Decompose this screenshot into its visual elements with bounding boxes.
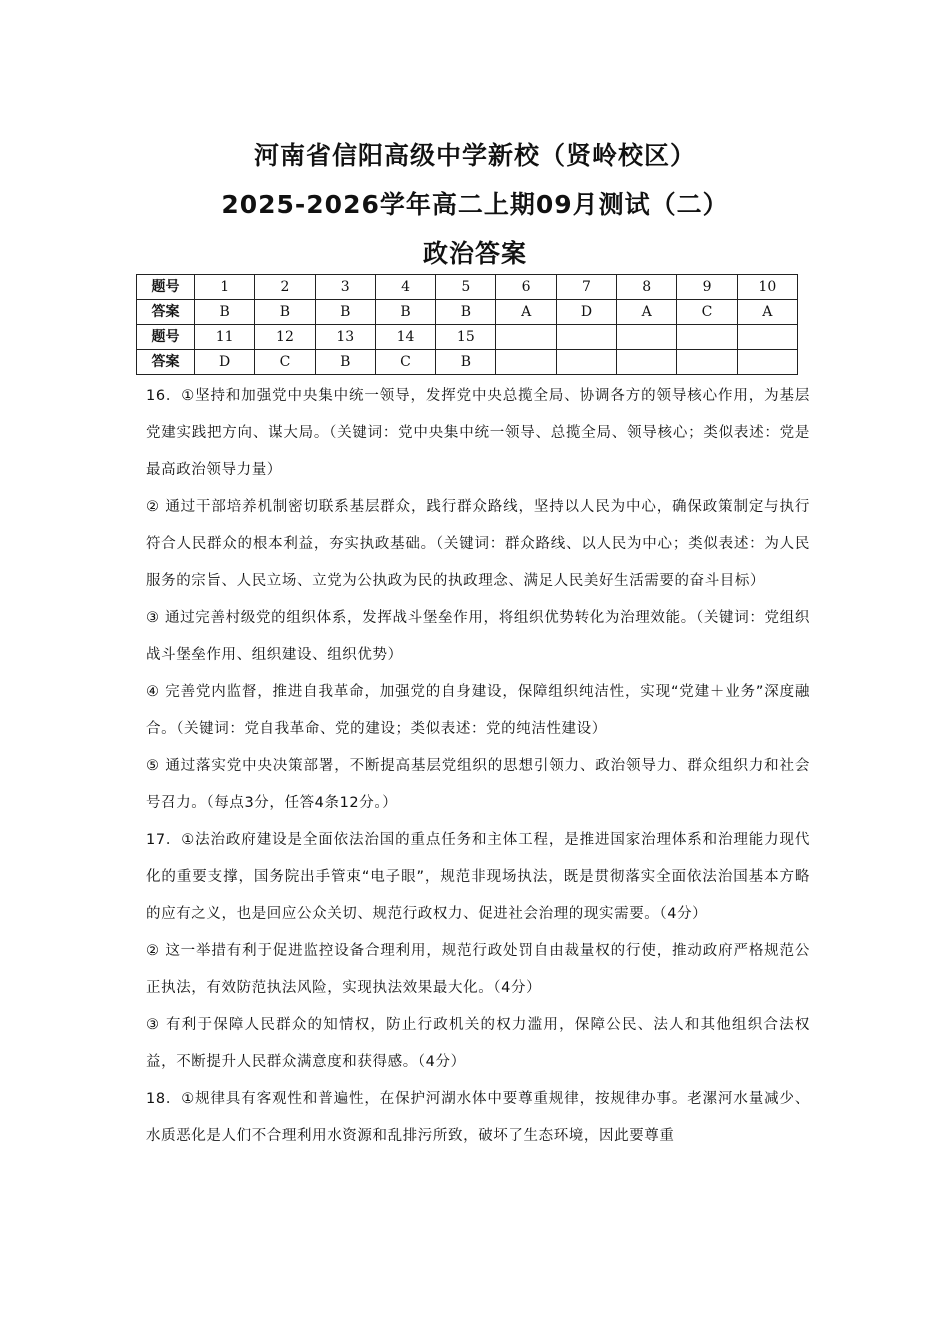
- answer-17-point-2: ② 这一举措有利于促进监控设备合理利用，规范行政处罚自由裁量权的行使，推动政府严格规范公正执法，有效防范执法风险，实现执法效果最大化。（4分）: [146, 943, 810, 996]
- answer-18-point-1: 18．①规律具有客观性和普遍性，在保护河湖水体中要尊重规律，按规律办事。老漯河水量减少、水质恶化是人们不合理利用水资源和乱排污所致，破坏了生态环境，因此要尊重: [146, 1091, 810, 1144]
- answer-cell: [677, 350, 737, 375]
- answer-cell: C: [255, 350, 315, 375]
- question-number-cell: 8: [617, 275, 677, 300]
- exam-title: 2025-2026学年高二上期09月测试（二）: [221, 190, 729, 219]
- answer-cell: [737, 350, 797, 375]
- table-row: [137, 275, 798, 300]
- question-number-cell: 14: [375, 325, 435, 350]
- answer-cell: [617, 350, 677, 375]
- answer-cell: D: [195, 350, 255, 375]
- question-number-cell: 10: [737, 275, 797, 300]
- question-number-cell: 7: [556, 275, 616, 300]
- answer-cell: B: [315, 300, 375, 325]
- table-row: [137, 350, 798, 375]
- answer-17-point-3: ③ 有利于保障人民群众的知情权，防止行政机关的权力滥用，保障公民、法人和其他组织合法权益，不断提升人民群众满意度和获得感。（4分）: [146, 1017, 810, 1070]
- question-number-cell: [556, 325, 616, 350]
- answer-cell: A: [496, 300, 556, 325]
- answer-cell: [496, 350, 556, 375]
- answer-16-point-2: ② 通过干部培养机制密切联系基层群众，践行群众路线，坚持以人民为中心，确保政策制定与执行符合人民群众的根本利益，夯实执政基础。（关键词：群众路线、以人民为中心；类似表述：为人民服务的宗旨、人民立场、立党为公执政为民的执政理念、满足人民美好生活需要的奋斗目标）: [146, 499, 810, 589]
- answer-16-point-4: ④ 完善党内监督，推进自我革命，加强党的自身建设，保障组织纯洁性，实现“党建＋业务”深度融合。（关键词：党自我革命、党的建设；类似表述：党的纯洁性建设）: [146, 684, 810, 737]
- row-header-answer: 答案: [137, 350, 195, 375]
- question-number-cell: [677, 325, 737, 350]
- row-header-question-number: 题号: [137, 275, 195, 300]
- answer-cell: B: [436, 300, 496, 325]
- question-number-cell: 3: [315, 275, 375, 300]
- answer-16-point-1: 16．①坚持和加强党中央集中统一领导，发挥党中央总揽全局、协调各方的领导核心作用，为基层党建实践把方向、谋大局。（关键词：党中央集中统一领导、总揽全局、领导核心；类似表述：党是最高政治领导力量）: [146, 388, 810, 478]
- answer-cell: B: [315, 350, 375, 375]
- question-number-cell: 13: [315, 325, 375, 350]
- answer-cell: B: [375, 300, 435, 325]
- question-number-cell: 5: [436, 275, 496, 300]
- subject-title: 政治答案: [422, 239, 527, 268]
- answer-cell: A: [737, 300, 797, 325]
- answer-cell: B: [195, 300, 255, 325]
- table-row: [137, 300, 798, 325]
- answer-cell: B: [436, 350, 496, 375]
- question-number-cell: 4: [375, 275, 435, 300]
- answer-cell: C: [677, 300, 737, 325]
- table-row: [137, 325, 798, 350]
- question-number-cell: 2: [255, 275, 315, 300]
- row-header-question-number: 题号: [137, 325, 195, 350]
- question-number-cell: [737, 325, 797, 350]
- question-number-cell: 1: [195, 275, 255, 300]
- question-number-cell: 11: [195, 325, 255, 350]
- question-number-cell: [496, 325, 556, 350]
- answer-17-point-1: 17．①法治政府建设是全面依法治国的重点任务和主体工程，是推进国家治理体系和治理能力现代化的重要支撑，国务院出手管束“电子眼”，规范非现场执法，既是贯彻落实全面依法治国基本方略的应有之义，也是回应公众关切、规范行政权力、促进社会治理的现实需要。（4分）: [146, 832, 810, 922]
- answer-16-point-3: ③ 通过完善村级党的组织体系，发挥战斗堡垒作用，将组织优势转化为治理效能。（关键词：党组织战斗堡垒作用、组织建设、组织优势）: [146, 610, 810, 663]
- answer-cell: B: [255, 300, 315, 325]
- question-number-cell: 9: [677, 275, 737, 300]
- answer-16-point-5: ⑤ 通过落实党中央决策部署，不断提高基层党组织的思想引领力、政治领导力、群众组织力和社会号召力。（每点3分，任答4条12分。）: [146, 758, 810, 811]
- question-number-cell: [617, 325, 677, 350]
- answer-cell: [556, 350, 616, 375]
- school-title: 河南省信阳高级中学新校（贤岭校区）: [253, 141, 696, 170]
- question-number-cell: 12: [255, 325, 315, 350]
- question-number-cell: 6: [496, 275, 556, 300]
- answer-table: [136, 274, 798, 375]
- row-header-answer: 答案: [137, 300, 195, 325]
- question-number-cell: 15: [436, 325, 496, 350]
- answer-cell: A: [617, 300, 677, 325]
- answer-cell: C: [375, 350, 435, 375]
- answer-cell: D: [556, 300, 616, 325]
- answer-explanations: [146, 378, 810, 1155]
